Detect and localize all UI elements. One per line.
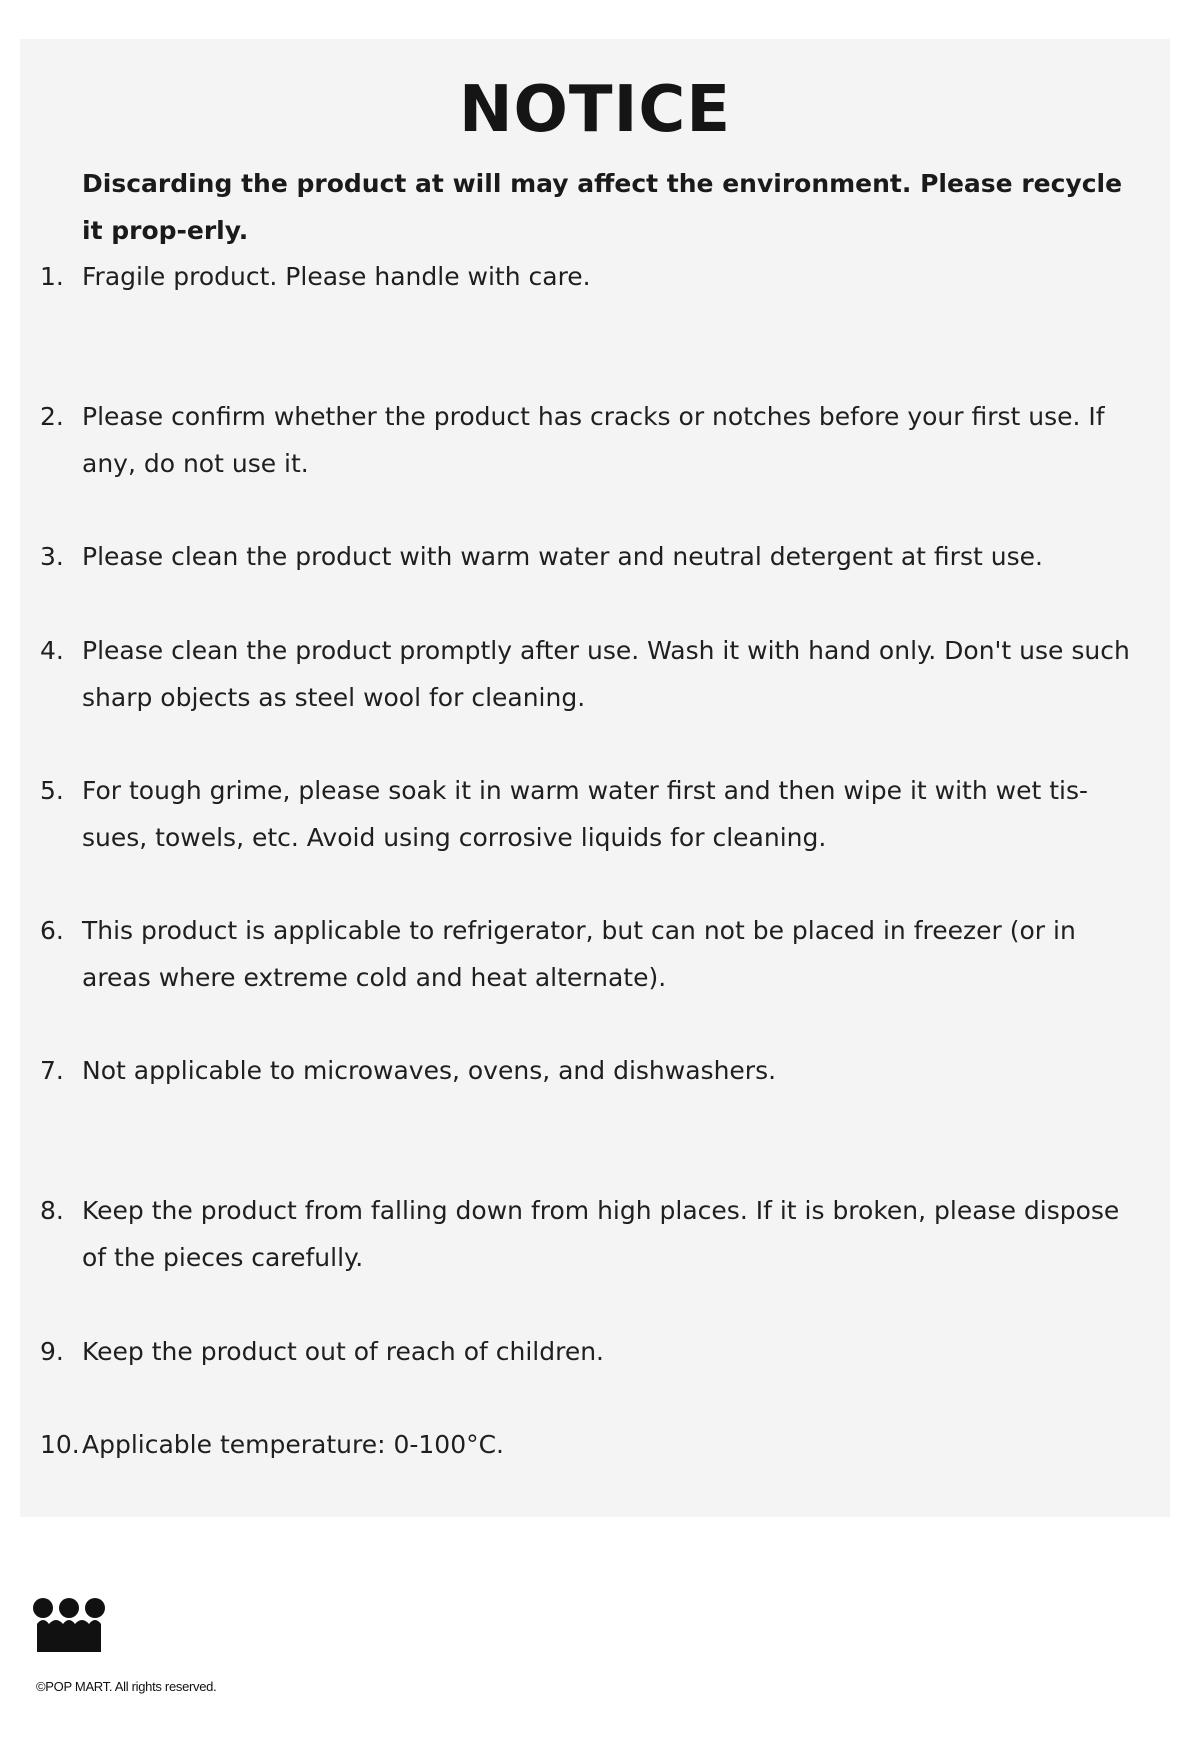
item-number: 8. bbox=[40, 1196, 64, 1225]
item-number: 2. bbox=[40, 402, 64, 431]
notice-item-8 bbox=[40, 1187, 1150, 1281]
copyright-text: ©POP MART. All rights reserved. bbox=[36, 1679, 217, 1694]
item-number: 5. bbox=[40, 776, 64, 805]
item-number: 6. bbox=[40, 916, 64, 945]
item-text: Please confirm whether the product has cracks or notches before your first use. If any, do not use it. bbox=[82, 402, 1105, 478]
item-text: Please clean the product with warm water and neutral detergent at first use. bbox=[82, 542, 1043, 571]
item-number: 1. bbox=[40, 262, 64, 291]
notice-item-4 bbox=[40, 627, 1150, 721]
notice-item-1 bbox=[40, 253, 1150, 300]
item-text: Fragile product. Please handle with care. bbox=[82, 262, 591, 291]
item-text: For tough grime, please soak it in warm water first and then wipe it with wet tis-sues, towels, etc. Avoid using corrosive liquids for cleaning. bbox=[82, 776, 1089, 852]
item-text: Keep the product from falling down from high places. If it is broken, please dispose of the pieces carefully. bbox=[82, 1196, 1120, 1272]
item-text: Applicable temperature: 0-100°C. bbox=[82, 1430, 504, 1459]
notice-intro: Discarding the product at will may affect the environment. Please recycle it prop-erly. bbox=[82, 169, 1123, 245]
notice-item-6 bbox=[40, 907, 1150, 1001]
notice-item-9 bbox=[40, 1328, 1150, 1375]
notice-item-5 bbox=[40, 767, 1150, 861]
item-number: 4. bbox=[40, 636, 64, 665]
notice-title: NOTICE bbox=[458, 73, 732, 147]
notice-item-10 bbox=[40, 1421, 1150, 1468]
item-number: 3. bbox=[40, 542, 64, 571]
notice-item-3 bbox=[40, 533, 1150, 580]
item-number: 9. bbox=[40, 1337, 64, 1366]
item-number: 10. bbox=[40, 1430, 80, 1459]
pop-mart-logo-icon bbox=[33, 1597, 105, 1652]
item-text: Keep the product out of reach of children. bbox=[82, 1337, 604, 1366]
item-text: Please clean the product promptly after use. Wash it with hand only. Don't use such sharp objects as steel wool for cleaning. bbox=[82, 636, 1130, 712]
item-text: Not applicable to microwaves, ovens, and dishwashers. bbox=[82, 1056, 777, 1085]
notice-item-7 bbox=[40, 1047, 1150, 1094]
notice-item-2 bbox=[40, 393, 1150, 487]
item-text: This product is applicable to refrigerator, but can not be placed in freezer (or in areas where extreme cold and heat alternate). bbox=[82, 916, 1076, 992]
item-number: 7. bbox=[40, 1056, 64, 1085]
